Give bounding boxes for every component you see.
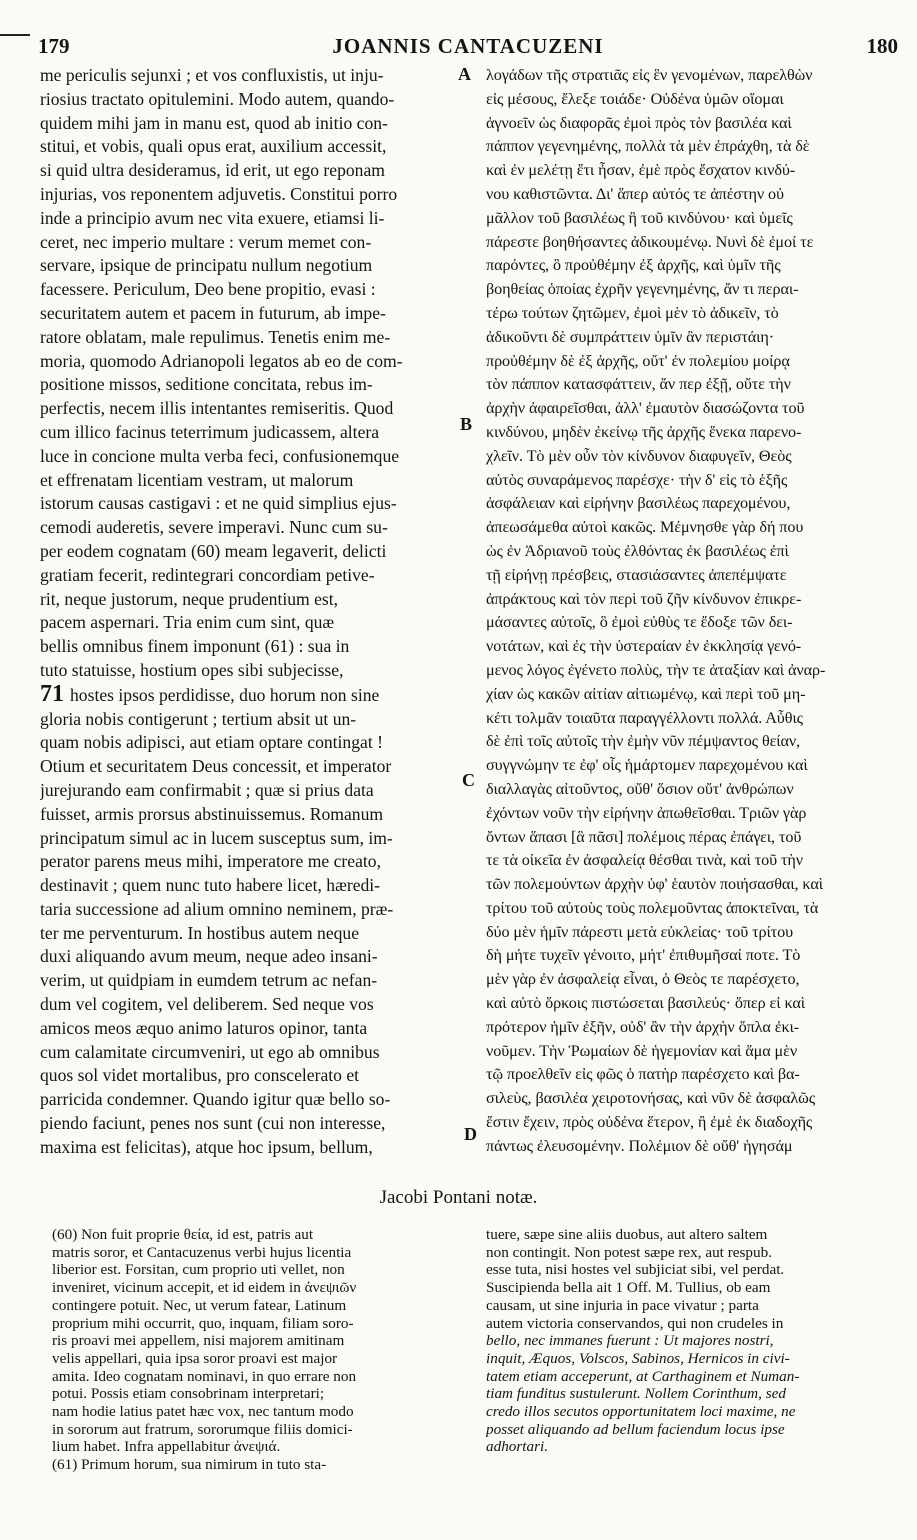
- column-marker-71: 71: [40, 682, 64, 707]
- notes-right-column: [486, 1226, 902, 1456]
- latin-text-line: 71 hostes ipsos perdidisse, duo horum non sine: [40, 682, 380, 707]
- latin-text-line: destinavit ; quem nunc tuto habere licet, hæredi-: [40, 875, 381, 896]
- note-line: credo illos secutos opportunitatem loci maxime, ne: [486, 1403, 796, 1421]
- greek-text-line: εἰς μέσους, ἔλεξε τοιάδε· Οὐδένα ὑμῶν οἴομαι: [486, 89, 784, 108]
- left-page-number: 179: [38, 34, 70, 58]
- greek-text-line: ἀπεωσάμεθα αὐτοὶ κακῶς. Μέμνησθε γὰρ δή που: [486, 518, 804, 537]
- latin-text-line: ratore oblatam, male repulimus. Tenetis enim me-: [40, 326, 391, 347]
- note-line: contingere potuit. Nec, ut verum fatear, Latinum: [52, 1296, 347, 1314]
- greek-text-line: ἀπράκτους καὶ τὸν περὶ τοῦ ζῆν κίνδυνον ἐπικρε-: [486, 589, 802, 608]
- latin-text-line: gloria nobis contigerunt ; tertium absit ut un-: [40, 708, 357, 729]
- note-line: bello, nec immanes fuerunt : Ut majores nostri,: [486, 1332, 774, 1350]
- margin-letter-a: A: [458, 64, 471, 84]
- note-line: esse tuta, nisi hostes vel subjiciat sibi, vel perdat.: [486, 1261, 785, 1279]
- latin-text-line: inde a principio avum nec vita exuere, etiamsi li-: [40, 207, 385, 228]
- greek-text-line: ἔστιν ἔχειν, πρὸς οὐδένα ἕτερον, ἢ ἐμὲ ἐκ διαδοχῆς: [486, 1113, 813, 1132]
- margin-letter-b: B: [460, 414, 473, 434]
- note-line: proprium mihi occurrit, quo, inquam, filiam soro-: [52, 1314, 354, 1332]
- greek-text-line: μάσαντες αὐτοῖς, ὃ ἐμοὶ εὐθὺς τε ἔδοξε τῶν δει-: [486, 613, 793, 632]
- latin-text-line: jurejurando eam confirmabit ; quæ si prius data: [40, 779, 374, 800]
- latin-text-line: verim, ut quidpiam in eumdem tetrum ac nefan-: [40, 970, 378, 991]
- note-line: in sororum aut fratrum, sororumque filiis domici-: [52, 1420, 353, 1438]
- latin-text-line: cum illico facinus teterrimum judicassem, altera: [40, 421, 380, 442]
- note-line: lium habet. Infra appellabitur ἀνεψιά.: [52, 1438, 281, 1456]
- greek-text-line: ἀσφάλειαν καὶ εἰρήνην βασιλέως παρεχομένου,: [486, 494, 791, 513]
- greek-text-line: αὐτὸς συναράμενος παρέσχε· τὴν δ' εἰς τὸ ἑξῆς: [486, 470, 788, 489]
- latin-text-line: me periculis sejunxi ; et vos confluxistis, ut inju-: [40, 65, 384, 85]
- latin-text-line: istorum causas castigavi : et ne quid simplius ejus-: [40, 493, 397, 514]
- note-line: inveniret, vicinum accepit, et id eidem in ἀνεψιῶν: [52, 1279, 357, 1297]
- note-line: tatem etiam acceperunt, at Carthaginem et Numan-: [486, 1367, 800, 1385]
- greek-text-line: προὐθέμην δὲ ἐξ ἀρχῆς, οὔτ' ἐν πολεμίου μοίρᾳ: [486, 351, 790, 370]
- latin-text-line: amicos meos æquo animo laturos opinor, tanta: [40, 1017, 368, 1038]
- note-line: matris soror, et Cantacuzenus verbi hujus licentia: [52, 1243, 352, 1261]
- greek-text-line: βοηθείας ὁποίας ἐχρῆν γεγενημένης, ἄν τι περαι-: [486, 280, 799, 299]
- greek-text-line: τῷ προελθεῖν εἰς φῶς ὁ πατὴρ παρέσχετο καὶ βα-: [486, 1065, 800, 1084]
- greek-text-line: νου καθιστῶντα. Δι' ἅπερ αὐτός τε ἀπέστην οὐ: [486, 184, 784, 203]
- latin-text-line: principatum simul ac in lucem susceptus sum, im-: [40, 827, 393, 848]
- notes-left-column: [52, 1226, 462, 1474]
- margin-letter-d: D: [464, 1124, 477, 1144]
- latin-text-line: tuto statuisse, hostium opes sibi subjecisse,: [40, 659, 344, 680]
- latin-text-line: taria successione ad alium omnino neminem, præ-: [40, 898, 394, 919]
- greek-text-line: δὴ μήτε τυχεῖν γένοιτο, μήτ' ἐπιθυμῆσαί ποτε. Τὸ: [486, 946, 801, 965]
- greek-text-line: κέτι τολμᾶν τοιαῦτα παραγγέλλοντι πολλά. Αὖθις: [486, 708, 803, 727]
- greek-text-line: δὲ ἐπὶ τοῖς αὐτοῖς τὴν ἐμὴν νῦν πέμψαντος θείαν,: [486, 732, 801, 751]
- greek-text-line: ὄντων ἅπασι [ἃ πᾶσι] πολέμοις πέρας ἐπάγει, τοῦ: [486, 827, 802, 846]
- greek-text-line: ἀρχὴν ἀφαιρεῖσθαι, ἀλλ' ἐμαυτὸν διασώζοντα τοῦ: [486, 399, 805, 418]
- latin-text-line: maxima est felicitas), atque hoc ipsum, bellum,: [40, 1136, 373, 1157]
- latin-text-line: cum calamitate circumveniri, ut ego ab omnibus: [40, 1041, 380, 1062]
- note-line: (60) Non fuit proprie θεία, id est, patris aut: [52, 1226, 314, 1243]
- latin-text-line: fuisset, armis prorsus abstinuissemus. Romanum: [40, 803, 384, 824]
- greek-text-line: καὶ αὐτὸ ὅρκοις πιστώσεται βασιλεύς· ὅπερ εἰ καὶ: [486, 994, 805, 1013]
- greek-text-line: ὡς ἐν Ἀδριανοῦ τοὺς ἐλθόντας ἐκ βασιλέως ἐπὶ: [486, 541, 789, 560]
- latin-text-line: parricida condemner. Quando igitur quæ bello so-: [40, 1089, 391, 1110]
- latin-text-line: dum vel cogitem, vel deliberem. Sed neque vos: [40, 994, 374, 1015]
- margin-letter-c: C: [462, 770, 475, 790]
- note-line: ris proavi mei appellem, nisi majorem amitinam: [52, 1332, 345, 1350]
- latin-text-line: securitatem autem et pacem in futurum, ab impe-: [40, 302, 386, 323]
- latin-text-line: quos sol videt mortalibus, pro conscelerato et: [40, 1065, 360, 1086]
- latin-text-line: quam nobis adipisci, aut etiam optare contingat !: [40, 732, 383, 753]
- latin-text-line: pacem aspernari. Tria enim cum sint, quæ: [40, 612, 335, 633]
- right-page-number: 180: [866, 34, 898, 58]
- latin-text-line: bellis omnibus finem imponunt (61) : sua in: [40, 636, 350, 657]
- latin-text-line: et effrenatam licentiam vestram, ut malorum: [40, 469, 354, 490]
- note-line: causam, ut sine injuria in pace vivatur ; parta: [486, 1296, 759, 1314]
- greek-text-line: τῶν πολεμούντων ἀρχὴν ὑφ' ἑαυτὸν ποιήσασθαι, καὶ: [486, 875, 823, 894]
- latin-column: [40, 64, 460, 1160]
- latin-text-line: si quid ultra desideramus, id erit, ut ego reponam: [40, 160, 385, 181]
- latin-text-line: per eodem cognatam (60) meam legaverit, delicti: [40, 540, 387, 561]
- greek-text-line: νοῦμεν. Τὴν Ῥωμαίων δὲ ἡγεμονίαν καὶ ἅμα μὲν: [486, 1041, 798, 1060]
- note-line: Suscipienda bella ait 1 Off. M. Tullius, ob eam: [486, 1279, 771, 1297]
- note-line: amita. Ideo cognatam nominavi, in quo errare non: [52, 1367, 357, 1385]
- greek-column: [486, 64, 902, 1159]
- greek-text-line: μενος λόγος ἐγένετο πολὺς, τὴν τε ἀταξίαν καὶ ἀναρ-: [486, 660, 826, 679]
- note-line: nam hodie latius patet hæc vox, nec tantum modo: [52, 1403, 354, 1421]
- latin-text-line: positione missos, seditione concitata, rebus im-: [40, 374, 373, 395]
- greek-text-line: διαλλαγὰς αἰτοῦντος, οὔθ' ὅσιον οὔτ' ἀνθρώπων: [486, 779, 794, 798]
- margin-mark: [0, 34, 30, 36]
- note-line: autem victoria conservandos, qui non crudeles in: [486, 1314, 784, 1332]
- latin-text-line: Otium et securitatem Deus concessit, et imperator: [40, 756, 392, 777]
- note-line: potui. Possis etiam consobrinam interpretari;: [52, 1385, 325, 1403]
- latin-text-line: facessere. Periculum, Deo bene propitio, evasi :: [40, 279, 376, 300]
- greek-text-line: καὶ ἐν μελέτῃ ἔτι ἦσαν, ἐμὲ πρὸς ἔσχατον κινδύ-: [486, 161, 796, 180]
- latin-text-line: duxi aliquando avum meum, neque adeo insani-: [40, 946, 378, 967]
- greek-text-line: κινδύνου, μηδὲν ἐκείνῳ τῆς ἀρχῆς ἕνεκα παρενο-: [486, 422, 802, 441]
- note-line: tuere, sæpe sine aliis duobus, aut altero saltem: [486, 1226, 768, 1243]
- greek-text-line: τέρω τούτων ζητῶμεν, ἐμοὶ μὲν τὸ ἀδικεῖν, τὸ: [486, 303, 779, 322]
- latin-text-line: perfectis, necem illis intentantes remiseritis. Quod: [40, 398, 394, 419]
- greek-text-line: πάρεστε βοηθήσαντες ἀδικουμένῳ. Νυνὶ δὲ ἐμοί τε: [486, 232, 814, 251]
- greek-text-line: πάντως ἐλευσομένην. Πολέμιον δὲ οὔθ' ἡγησάμ: [486, 1136, 793, 1155]
- latin-text-line: riosius tractato opitulemini. Modo autem, quando-: [40, 88, 395, 109]
- latin-text-line: quidem mihi jam in manu est, quod ab initio con-: [40, 112, 388, 133]
- greek-text-line: τε τὰ οἰκεῖα ἐν ἀσφαλείᾳ θέσθαι τινὰ, καὶ τοῦ τὴν: [486, 851, 804, 870]
- greek-text-line: συγγνώμην τε ἐφ' οἷς ἡμάρτομεν παρεχομένου καὶ: [486, 756, 808, 775]
- greek-text-line: δύο μὲν ἡμῖν πάρεστι μετὰ εὐκλείας· τοῦ τρίτου: [486, 922, 794, 941]
- latin-text-line: servare, ipsique de principatu nullum negotium: [40, 255, 373, 276]
- greek-text-line: ἀδικοῦντι δὲ συμπράττειν ὑμῖν ἂν περιστάιη·: [486, 327, 775, 346]
- running-header: [38, 34, 898, 60]
- notes-title: Jacobi Pontani notæ.: [379, 1187, 538, 1208]
- greek-text-line: νοτάτων, καὶ ἐς τὴν ὑστεραίαν ἐν ἐκκλησίᾳ γενό-: [486, 637, 802, 656]
- greek-text-line: μᾶλλον τοῦ βασιλέως ἢ τοῦ κινδύνου· καὶ ὑμεῖς: [486, 208, 793, 227]
- latin-text-line: cemodi auderetis, severe imperavi. Nunc cum su-: [40, 517, 388, 538]
- greek-text-line: χίαν ὡς κακῶν αἰτίαν αἰτιωμένῳ, καὶ περὶ τοῦ μη-: [486, 684, 806, 703]
- greek-text-line: ἀγνοεῖν ὡς διαφορᾶς ἐμοὶ πρὸς τὸν βασιλέα καὶ: [486, 113, 792, 132]
- greek-text-line: μὲν γὰρ ἐν ἀσφαλείᾳ εἶναι, ὁ Θεὸς τε παρέσχετο,: [486, 970, 800, 989]
- note-line: inquit, Æquos, Volscos, Sabinos, Hernicos in civi-: [486, 1349, 790, 1367]
- latin-text-line: stitui, et vobis, quali opus erat, auxilium accessit,: [40, 136, 387, 157]
- latin-text-line: luce in concione multa verba feci, confusionemque: [40, 445, 400, 466]
- note-line: velis appellari, quia ipsa soror proavi est major: [52, 1349, 338, 1367]
- greek-text-line: σιλεὺς, βασιλέα χειροτονήσας, καὶ νῦν δὲ ἀσφαλῶς: [486, 1089, 816, 1108]
- latin-text-line: piendo faciunt, penes nos sunt (cui non interesse,: [40, 1113, 386, 1134]
- note-line: adhortari.: [486, 1438, 549, 1456]
- header-title: JOANNIS CANTACUZENI: [332, 34, 604, 58]
- greek-text-line: λογάδων τῆς στρατιᾶς εἰς ἓν γενομένων, παρελθὼν: [486, 66, 813, 84]
- note-line: liberior est. Forsitan, cum proprio uti vellet, non: [52, 1261, 345, 1279]
- greek-text-line: πάππον γεγενημένης, πολλὰ τὰ μὲν ἐπράχθη, τὰ δὲ: [486, 137, 810, 156]
- greek-text-line: χλεῖν. Τὸ μὲν οὖν τὸν κίνδυνον διαφυγεῖν, Θεὸς: [486, 446, 792, 465]
- latin-text-line: ter me perventurum. In hostibus autem neque: [40, 922, 360, 943]
- note-line: posset aliquando ad bellum faciendum locus ipse: [486, 1420, 785, 1438]
- latin-text-line: rit, neque justorum, neque prudentium est,: [40, 588, 339, 609]
- note-line: (61) Primum horum, sua nimirum in tuto sta-: [52, 1456, 327, 1474]
- note-line: tiam funditus sustulerunt. Nollem Corinthum, sed: [486, 1385, 786, 1403]
- greek-text-line: πρότερον ἡμῖν ἐξῆν, οὐδ' ἂν τὴν ἀρχὴν ὅπλα ἐκι-: [486, 1017, 800, 1036]
- greek-text-line: τρίτου τοῦ αὐτοὺς τοὺς πολεμοῦντας ἀποκτεῖναι, τὰ: [486, 898, 819, 917]
- latin-text-line: injurias, vos reponentem adjuvetis. Constitui porro: [40, 183, 398, 204]
- latin-text-line: moria, quomodo Adrianopoli legatos ab eo de com-: [40, 350, 403, 371]
- greek-text-line: ἐχόντων νοῦν τὴν εἰρήνην ἀπωθεῖσθαι. Τριῶν γὰρ: [486, 803, 807, 822]
- greek-text-line: τὸν πάππον κατασφάττειν, ἄν περ ἐξῇ, οὔτε τὴν: [486, 375, 791, 394]
- latin-text-line: gratiam fecerit, redintegrari concordiam petive-: [40, 564, 375, 585]
- greek-text-line: παρόντες, ὃ προὐθέμην ἐξ ἀρχῆς, καὶ ὑμῖν τῆς: [486, 256, 781, 275]
- latin-text-line: ceret, nec imperio multare : verum memet con-: [40, 231, 372, 252]
- note-line: non contingit. Non potest sæpe rex, aut respub.: [486, 1243, 772, 1261]
- greek-text-line: τῇ εἰρήνῃ πρέσβεις, στασιάσαντες ἀπεπέμψατε: [486, 565, 787, 584]
- latin-text-line: perator parens meus mihi, imperatore me creato,: [40, 851, 381, 872]
